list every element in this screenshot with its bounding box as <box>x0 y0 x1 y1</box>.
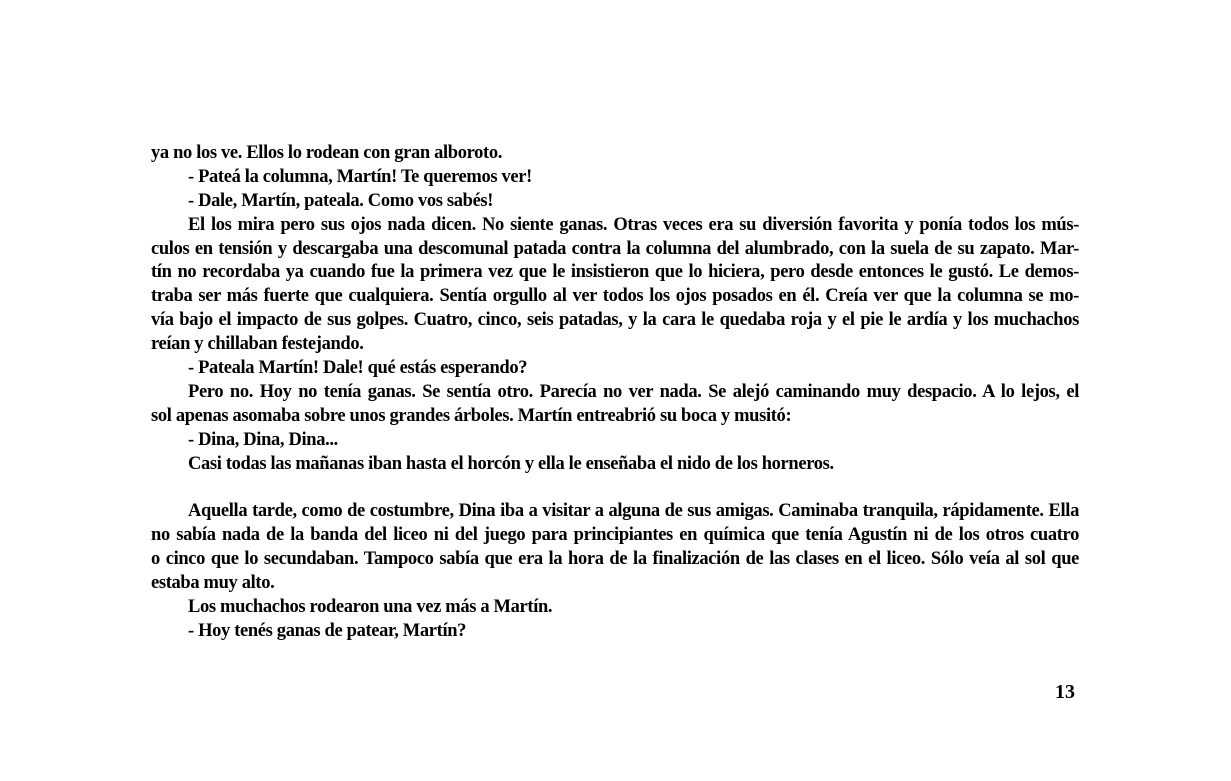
text-line: reían y chillaban festejando. <box>151 334 364 355</box>
text-line: El los mira pero sus ojos nada dicen. No siente ganas. Otras veces era su diversión favorita y ponía todos los mús- <box>188 214 1079 235</box>
text-line: o cinco que lo secundaban. Tampoco sabía que era la hora de la finalización de las clases en el liceo. Sólo veía al sol que <box>151 549 1079 570</box>
text-line: culos en tensión y descargaba una descomunal patada contra la columna del alumbrado, con la suela de su zapato. Mar- <box>151 238 1079 259</box>
text-line: ya no los ve. Ellos lo rodean con gran alboroto. <box>151 143 503 163</box>
text-line: sol apenas asomaba sobre unos grandes árboles. Martín entreabrió su boca y musitó: <box>151 405 792 426</box>
dialogue-line: - Pateá la columna, Martín! Te queremos ver! <box>188 166 532 187</box>
text-line: traba ser más fuerte que cualquiera. Sentía orgullo al ver todos los ojos posados en él. Creía ver que la columna se mo- <box>151 286 1079 307</box>
text-line: vía bajo el impacto de sus golpes. Cuatro, cinco, seis patadas, y la cara le quedaba roja y el pie le ardía y los muchachos <box>151 310 1079 331</box>
body-text <box>151 142 1079 644</box>
text-line: tín no recordaba ya cuando fue la primera vez que le insistieron que lo hiciera, pero desde entonces le gustó. Le demos- <box>151 262 1079 283</box>
dialogue-line: - Hoy tenés ganas de patear, Martín? <box>188 620 467 641</box>
page-number: 13 <box>1055 681 1075 703</box>
text-line: Los muchachos rodearon una vez más a Martín. <box>188 596 553 617</box>
dialogue-line: - Dina, Dina, Dina... <box>188 429 338 450</box>
text-line: Casi todas las mañanas iban hasta el horcón y ella le enseñaba el nido de los horneros. <box>188 453 834 474</box>
paragraph-gap <box>151 476 1079 500</box>
text-line: estaba muy alto. <box>151 573 275 594</box>
text-line: Pero no. Hoy no tenía ganas. Se sentía otro. Parecía no ver nada. Se alejó caminando muy despacio. A lo lejos, el <box>188 381 1079 402</box>
dialogue-line: - Dale, Martín, pateala. Como vos sabés! <box>188 190 494 211</box>
text-line: Aquella tarde, como de costumbre, Dina iba a visitar a alguna de sus amigas. Caminaba tranquila, rápidamente. Ella <box>188 501 1079 522</box>
text-line: no sabía nada de la banda del liceo ni del juego para principiantes en química que tenía Agustín ni de los otros cuatro <box>151 525 1079 546</box>
dialogue-line: - Pateala Martín! Dale! qué estás esperando? <box>188 358 528 379</box>
